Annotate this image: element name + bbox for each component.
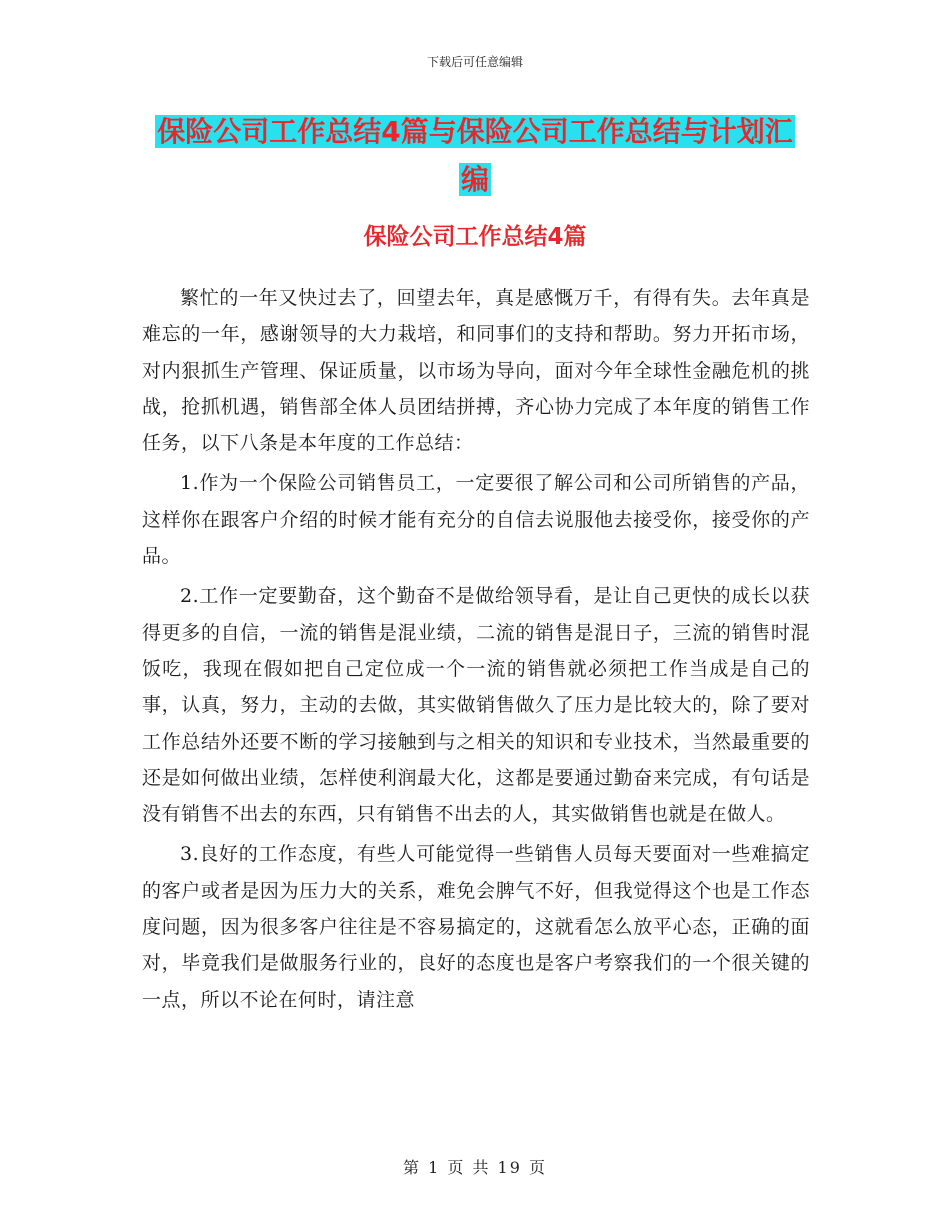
paragraph-intro: 繁忙的一年又快过去了，回望去年，真是感慨万千，有得有失。去年真是难忘的一年，感谢领导的大力栽培，和同事们的支持和帮助。努力开拓市场，对内狠抓生产管理、保证质量，以市场为导向，面对今年全球性金融危机的挑战，抢抓机遇，销售部全体人员团结拼搏，齐心协力完成了本年度的销售工作任务，以下八条是本年度的工作总结： (142, 287, 810, 455)
main-title-line2: 编 (460, 163, 489, 196)
paragraph-item-2: 2.工作一定要勤奋，这个勤奋不是做给领导看，是让自己更快的成长以获得更多的自信，一流的销售是混业绩，二流的销售是混日子，三流的销售时混饭吃，我现在假如把自己定位成一个一流的销售就必须把工作当成是自己的事，认真，努力，主动的去做，其实做销售做久了压力是比较大的，除了要对工作总结外还要不断的学习接触到与之相关的知识和专业技术，当然最重要的还是如何做出业绩，怎样使利润最大化，这都是要通过勤奋来完成，有句话是没有销售不出去的东西，只有销售不出去的人，其实做销售也就是在做人。 (142, 585, 810, 826)
paragraph-item-3: 3.良好的工作态度，有些人可能觉得一些销售人员每天要面对一些难搞定的客户或者是因为压力大的关系，难免会脾气不好，但我觉得这个也是工作态度问题，因为很多客户往往是不容易搞定的，这就看怎么放平心态，正确的面对，毕竟我们是做服务行业的，良好的态度也是客户考察我们的一个很关键的一点，所以不论在何时，请注意 (142, 843, 810, 1011)
document-main-title (140, 108, 810, 204)
page-footer: 第 1 页 共 19 页 (403, 1158, 547, 1177)
section-title: 保险公司工作总结4篇 (363, 224, 587, 250)
main-title-line1: 保险公司工作总结4篇与保险公司工作总结与计划汇 (157, 115, 793, 148)
body-text (142, 280, 810, 1022)
paragraph-item-1: 1.作为一个保险公司销售员工，一定要很了解公司和公司所销售的产品，这样你在跟客户介绍的时候才能有充分的自信去说服他去接受你，接受你的产品。 (142, 472, 810, 568)
header-note: 下载后可任意编辑 (426, 55, 523, 69)
